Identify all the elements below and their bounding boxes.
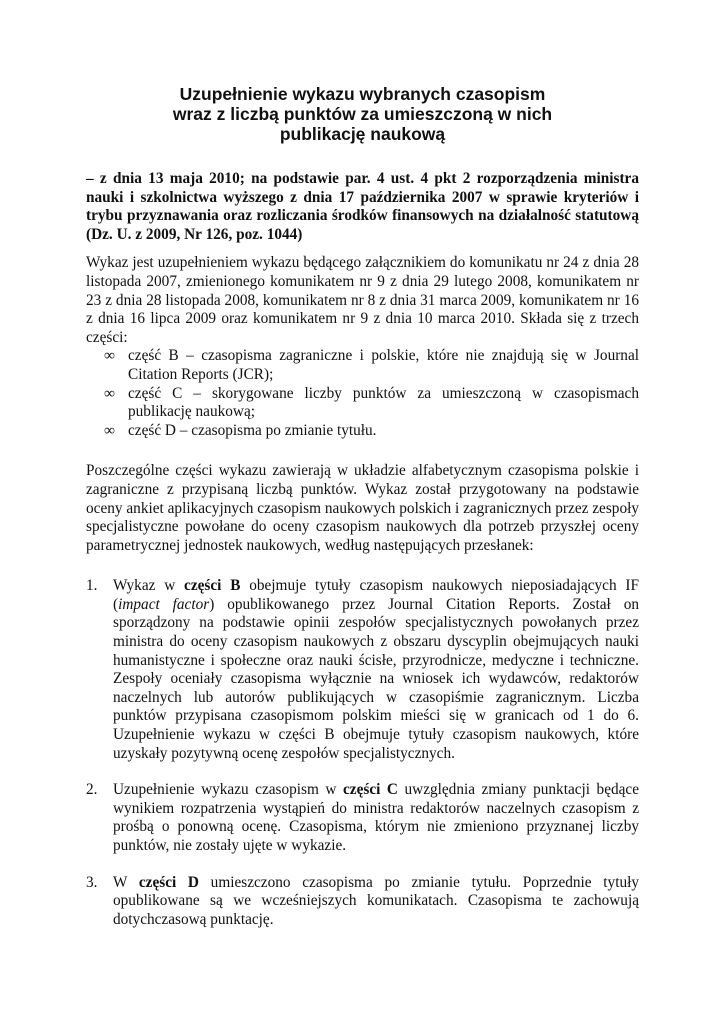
parts-list: [86, 347, 639, 440]
criteria-paragraph: Poszczególne części wykazu zawierają w układzie alfabetycznym czasopisma polskie i zagraniczne z przypisaną liczbą punktów. Wykaz został przygotowany na podstawie oceny ankiet aplikacyjnych czasopism naukowych polskich i zagranicznych przez zespoły specjalistyczne powołane do oceny czasopism naukowych dla potrzeb przyszłej oceny parametrycznej jednostek naukowych, według następujących przesłanek:: [86, 462, 639, 554]
item-text: Wykaz w części B obejmuje tytuły czasopism naukowych nieposiadających IF (impact factor) opublikowanego przez Journal Citation Reports. Został on sporządzony na podstawie opinii zespołów specjalistycznych powołanych przez ministra do oceny czasopism naukowych z obszaru dyscyplin obejmujących nauki humanistyczne i społeczne oraz nauki ścisłe, przyrodnicze, medyczne i techniczne. Zespoły oceniały czasopisma wyłącznie na wniosek ich wydawców, redaktorów naczelnych lub autorów publikujących w czasopiśmie zagranicznym. Liczba punktów przypisana czasopismom polskim mieści się w granicach od 1 do 6. Uzupełnienie wykazu w części B obejmuje tytuły czasopism naukowych, które uzyskały pozytywną ocenę zespołów specjalistycznych.: [113, 577, 640, 762]
item-text: W części D umieszczono czasopisma po zmianie tytułu. Poprzednie tytuły opublikowane są we wcześniejszych komunikatach. Czasopisma te zachowują dotychczasową punktację.: [113, 873, 639, 928]
infinity-bullet-icon: ∞: [104, 347, 115, 365]
section-b-label: części B: [184, 577, 241, 595]
list-item: [86, 385, 639, 422]
condition-item-1: [86, 577, 639, 763]
list-item-text: część C – skorygowane liczby punktów za umieszczoną w czasopismach publikację naukową;: [128, 384, 639, 421]
infinity-bullet-icon: ∞: [104, 384, 115, 402]
document-title: [86, 84, 639, 144]
condition-item-2: [86, 781, 639, 855]
title-line-2: wraz z liczbą punktów za umieszczoną w nich: [172, 104, 553, 124]
title-line-3: publikację naukową: [279, 124, 446, 144]
document-subtitle: – z dnia 13 maja 2010; na podstawie par. 4 ust. 4 pkt 2 rozporządzenia ministra nauki i szkolnictwa wyższego z dnia 17 października 2007 w sprawie kryteriów i trybu przyznawania oraz rozliczania środków finansowych na działalność statutową (Dz. U. z 2009, Nr 126, poz. 1044): [86, 170, 639, 243]
impact-factor-term: impact factor: [118, 595, 210, 613]
item-number: 1.: [86, 577, 98, 595]
list-item: [86, 347, 639, 384]
list-item: [86, 422, 639, 441]
section-c-label: części C: [343, 781, 398, 799]
infinity-bullet-icon: ∞: [104, 421, 115, 439]
item-text: Uzupełnienie wykazu czasopism w części C uwzględnia zmiany punktacji będące wynikiem rozpatrzenia wystąpień do ministra redaktorów naczelnych czasopism z prośbą o ponowną ocenę. Czasopisma, którym nie zmieniono przyznanej liczby punktów, nie zostały ujęte w wykazie.: [113, 781, 640, 854]
title-line-1: Uzupełnienie wykazu wybranych czasopism: [179, 84, 546, 104]
conditions-list: [86, 577, 639, 929]
item-number: 3.: [86, 873, 98, 891]
intro-paragraph: Wykaz jest uzupełnieniem wykazu będącego załącznikiem do komunikatu nr 24 z dnia 28 listopada 2007, zmienionego komunikatem nr 9 z dnia 29 lutego 2008, komunikatem nr 23 z dnia 28 listopada 2008, komunikatem nr 8 z dnia 31 marca 2009, komunikatem nr 16 z dnia 16 lipca 2009 oraz komunikatem nr 9 z dnia 10 marca 2010. Składa się z trzech części:: [86, 254, 639, 346]
section-d-label: części D: [138, 873, 199, 891]
condition-item-3: [86, 874, 639, 930]
item-number: 2.: [86, 781, 98, 799]
document-page: [86, 84, 639, 947]
list-item-text: część D – czasopisma po zmianie tytułu.: [128, 421, 377, 439]
list-item-text: część B – czasopisma zagraniczne i polskie, które nie znajdują się w Journal Citation Reports (JCR);: [128, 347, 639, 383]
